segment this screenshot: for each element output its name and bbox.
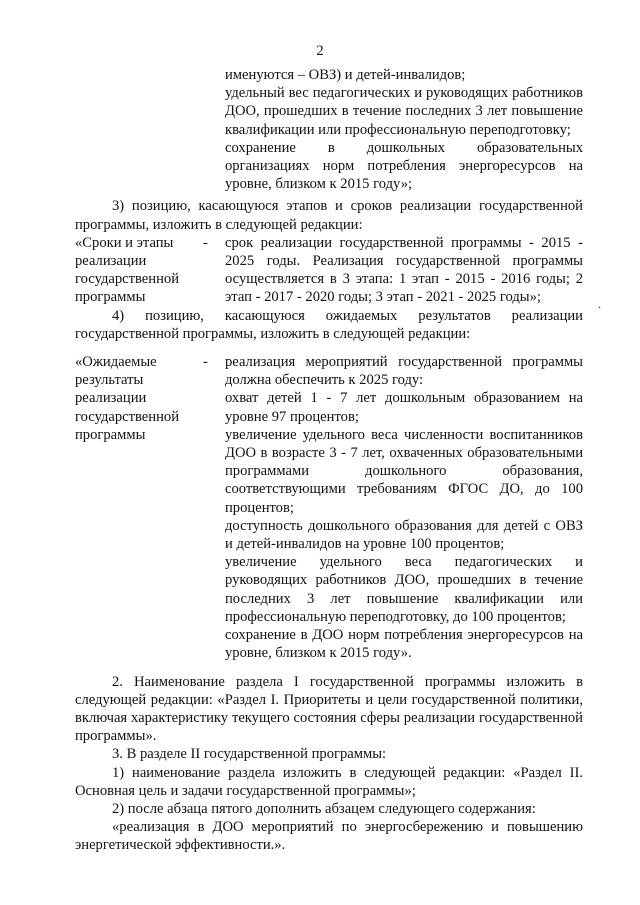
paragraph-3-1: 1) наименование раздела изложить в следующей редакции: «Раздел II. Основная цель и задачи государственной программы»; [75,764,583,799]
paragraph-3: 3. В разделе II государственной программы: [112,746,387,763]
item4-line: увеличение удельного веса численности воспитанников ДОО в возрасте 3 - 7 лет, охваченных образовательными программами дошкольного образования, соответствующими требованиям ФГОС ДО, до 100 процентов; [225,426,583,516]
item4-line: охват детей 1 - 7 лет дошкольным образованием на уровне 97 процентов; [225,390,583,425]
paragraph: удельный вес педагогических и руководящих работников ДОО, прошедших в течение последних 3 лет повышение квалификации или профессиональную переподготовку; [225,85,583,138]
item3-dash: - [203,234,208,251]
item3-table-row [75,234,583,307]
document-body [75,66,583,855]
item4-table-row [75,353,583,662]
stray-mark: · [598,303,602,314]
item4-intro: 4) позицию, касающуюся ожидаемых результатов реализации государственной программы, изложить в следующей редакции: [75,307,583,342]
item4-dash: - [203,354,208,371]
item4-line: увеличение удельного веса педагогических и руководящих работников ДОО, прошедших в течение последних 3 лет повышение квалификации или профессиональную переподготовку, до 100 процентов; [225,554,583,625]
page-number: 2 [316,43,324,59]
item4-line: реализация мероприятий государственной программы должна обеспечить к 2025 году: [225,354,583,389]
item3-text: срок реализации государственной программы - 2015 - 2025 годы. Реализация государственной программы осуществляется в 3 этапа: 1 этап - 2015 - 2016 годы; 2 этап - 2017 - 2020 годы; 3 этап - 2021 - 2025 годы»; [225,234,583,306]
continuation-block [225,66,583,193]
item4-label: «Ожидаемые результаты реализации государственной программы [75,354,180,443]
item4-line: доступность дошкольного образования для детей с ОВЗ и детей-инвалидов на уровне 100 процентов; [225,517,583,553]
item4-line: сохранение в ДОО норм потребления энергоресурсов на уровне, близком к 2015 году». [225,627,583,662]
paragraph-3-2: 2) после абзаца пятого дополнить абзацем следующего содержания: [112,800,536,817]
item3-label: «Сроки и этапы реализации государственной программы [75,234,180,306]
paragraph: именуются – ОВЗ) и детей-инвалидов; [225,67,466,83]
paragraph: сохранение в дошкольных образовательных организациях норм потребления энергоресурсов на уровне, близком к 2015 году»; [225,139,583,193]
paragraph-2: 2. Наименование раздела I государственной программы изложить в следующей редакции: «Раздел I. Приоритеты и цели государственной политики, включая характеристику текущего состояния сферы реализации государственной программы». [75,673,583,745]
item3-intro: 3) позицию, касающуюся этапов и сроков реализации государственной программы, изложить в следующей редакции: [75,198,583,233]
quoted-paragraph: «реализация в ДОО мероприятий по энергосбережению и повышению энергетической эффективности.». [75,819,583,854]
